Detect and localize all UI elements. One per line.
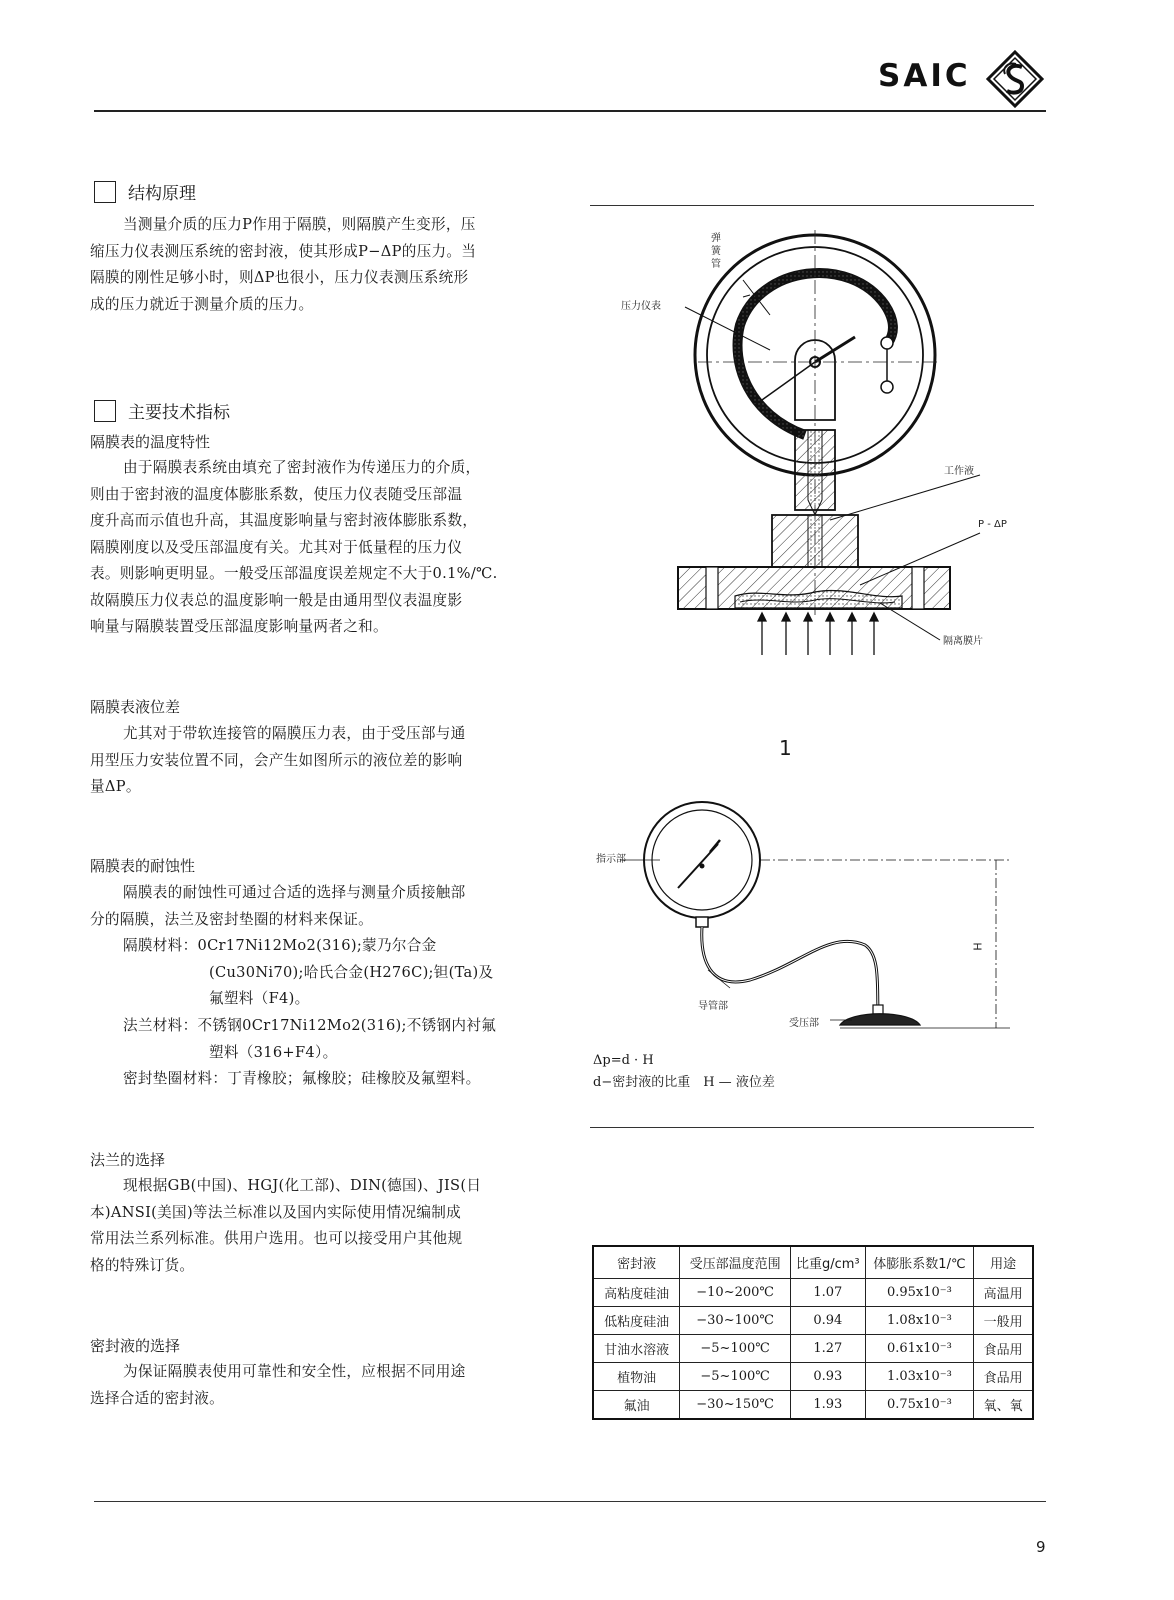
table-cell: 1.27	[790, 1335, 865, 1363]
table-cell: 一般用	[974, 1307, 1033, 1335]
table-cell: 1.93	[790, 1391, 865, 1420]
material-diaphragm: 隔膜材料：0Cr17Ni12Mo2(316);蒙乃尔合金 (Cu30Ni70);哈氏合金(H276C);钽(Ta)及 氟塑料（F4)。	[123, 937, 494, 1007]
table-cell: 0.61x10⁻³	[865, 1335, 974, 1363]
table-cell: −30~100℃	[680, 1307, 791, 1335]
logo-text: SAIC	[878, 58, 971, 94]
saic-logo-icon	[986, 50, 1044, 108]
seal-fluid-table	[592, 1245, 1034, 1420]
figure-number: 1	[779, 736, 792, 760]
table-cell: 1.07	[790, 1279, 865, 1307]
table-cell: 1.03x10⁻³	[865, 1363, 974, 1391]
table-cell: 0.75x10⁻³	[865, 1391, 974, 1420]
column-header: 受压部温度范围	[680, 1246, 791, 1279]
formula-legend: d−密封液的比重 H — 液位差	[593, 1075, 775, 1090]
section-heading-specs: 主要技术指标	[94, 398, 230, 423]
label-tube: 导管部	[698, 1001, 728, 1012]
material-flange: 法兰材料：不锈钢0Cr17Ni12Mo2(316);不锈钢内衬氟 塑料（316+F4）。	[123, 1017, 497, 1061]
heading-box-icon	[94, 181, 116, 203]
table-header-row	[593, 1246, 1033, 1279]
table-row	[593, 1363, 1033, 1391]
table-cell: 食品用	[974, 1363, 1033, 1391]
label-p-dp: P - ΔP	[978, 519, 1007, 530]
label-indicator: 指示部	[596, 854, 626, 865]
table-cell: −5~100℃	[680, 1363, 791, 1391]
table-cell: 甘油水溶液	[593, 1335, 680, 1363]
fluid-paragraph: 为保证隔膜表使用可靠性和安全性，应根据不同用途 选择合适的密封液。	[90, 1363, 466, 1407]
table-cell: 0.95x10⁻³	[865, 1279, 974, 1307]
page-number: 9	[1036, 1538, 1046, 1556]
subheading-flange: 法兰的选择	[90, 1151, 166, 1169]
figure-top-rule	[590, 205, 1034, 206]
table-cell: 氧、氧	[974, 1391, 1033, 1420]
table-cell: 氟油	[593, 1391, 680, 1420]
footer-rule	[94, 1501, 1046, 1502]
table-cell: 0.94	[790, 1307, 865, 1335]
figure-bottom-rule	[590, 1127, 1034, 1128]
table-cell: 高粘度硅油	[593, 1279, 680, 1307]
subheading-temp: 隔膜表的温度特性	[90, 433, 211, 451]
table-row	[593, 1307, 1033, 1335]
table-cell: 1.08x10⁻³	[865, 1307, 974, 1335]
label-spring-tube: 弹 簧 管	[711, 233, 721, 270]
label-height: H	[970, 942, 984, 951]
label-working-fluid: 工作液	[944, 466, 974, 477]
subheading-corrosion: 隔膜表的耐蚀性	[90, 857, 196, 875]
temp-paragraph: 由于隔膜表系统由填充了密封液作为传递压力的介质， 则由于密封液的温度体膨胀系数，使压力仪表随受压部温 度升高而示值也升高，其温度影响量与密封液体膨胀系数， 隔膜刚度以及受压部温度有关。尤其对于低量程的压力仪 表。则影响更明显。一般受压部温度误差规定不大于0.1%/℃. 故隔膜压力仪表总的温度影响一般是由通用型仪表温度影 响量与隔膜装置受压部温度影响量两者之和。	[90, 459, 498, 635]
table-cell: 植物油	[593, 1363, 680, 1391]
subheading-level: 隔膜表液位差	[90, 698, 181, 716]
level-paragraph: 尤其对于带软连接管的隔膜压力表，由于受压部与通 用型压力安装位置不同，会产生如图所示的液位差的影响 量ΔP。	[90, 725, 466, 795]
formula: Δp=d · H	[593, 1053, 654, 1068]
label-pressure-part: 受压部	[789, 1018, 819, 1029]
table-row	[593, 1279, 1033, 1307]
table-cell: 高温用	[974, 1279, 1033, 1307]
column-header: 比重g/cm³	[790, 1246, 865, 1279]
table-cell: −30~150℃	[680, 1391, 791, 1420]
structure-paragraph: 当测量介质的压力P作用于隔膜，则隔膜产生变形，压 缩压力仪表测压系统的密封液，使其形成P−ΔP的压力。当 隔膜的刚性足够小时，则ΔP也很小，压力仪表测压系统形 成的压力就近于测量介质的压力。	[90, 216, 477, 313]
table-cell: 0.93	[790, 1363, 865, 1391]
table-cell: −5~100℃	[680, 1335, 791, 1363]
level-difference-diagram	[590, 800, 1034, 1050]
corrosion-paragraph: 隔膜表的耐蚀性可通过合适的选择与测量介质接触部 分的隔膜，法兰及密封垫圈的材料来保证。	[90, 884, 466, 928]
table-cell: 食品用	[974, 1335, 1033, 1363]
column-header: 用途	[974, 1246, 1033, 1279]
section-heading-structure: 结构原理	[94, 179, 196, 204]
label-diaphragm: 隔离膜片	[943, 636, 983, 647]
header-rule	[94, 110, 1046, 112]
label-gauge: 压力仪表	[621, 301, 661, 312]
table-cell: −10~200℃	[680, 1279, 791, 1307]
table-row	[593, 1391, 1033, 1420]
table-row	[593, 1335, 1033, 1363]
heading-box-icon	[94, 400, 116, 422]
table-cell: 低粘度硅油	[593, 1307, 680, 1335]
flange-paragraph: 现根据GB(中国)、HGJ(化工部)、DIN(德国)、JIS(日 本)ANSI(美国)等法兰标准以及国内实际使用情况编制成 常用法兰系列标准。供用户选用。也可以接受用户其他规 格的特殊订货。	[90, 1177, 482, 1274]
column-header: 体膨胀系数1/℃	[865, 1246, 974, 1279]
subheading-fluid: 密封液的选择	[90, 1337, 181, 1355]
material-gasket: 密封垫圈材料：丁青橡胶；氟橡胶；硅橡胶及氟塑料。	[123, 1070, 481, 1087]
diaphragm-gauge-diagram	[590, 215, 1034, 655]
column-header: 密封液	[593, 1246, 680, 1279]
